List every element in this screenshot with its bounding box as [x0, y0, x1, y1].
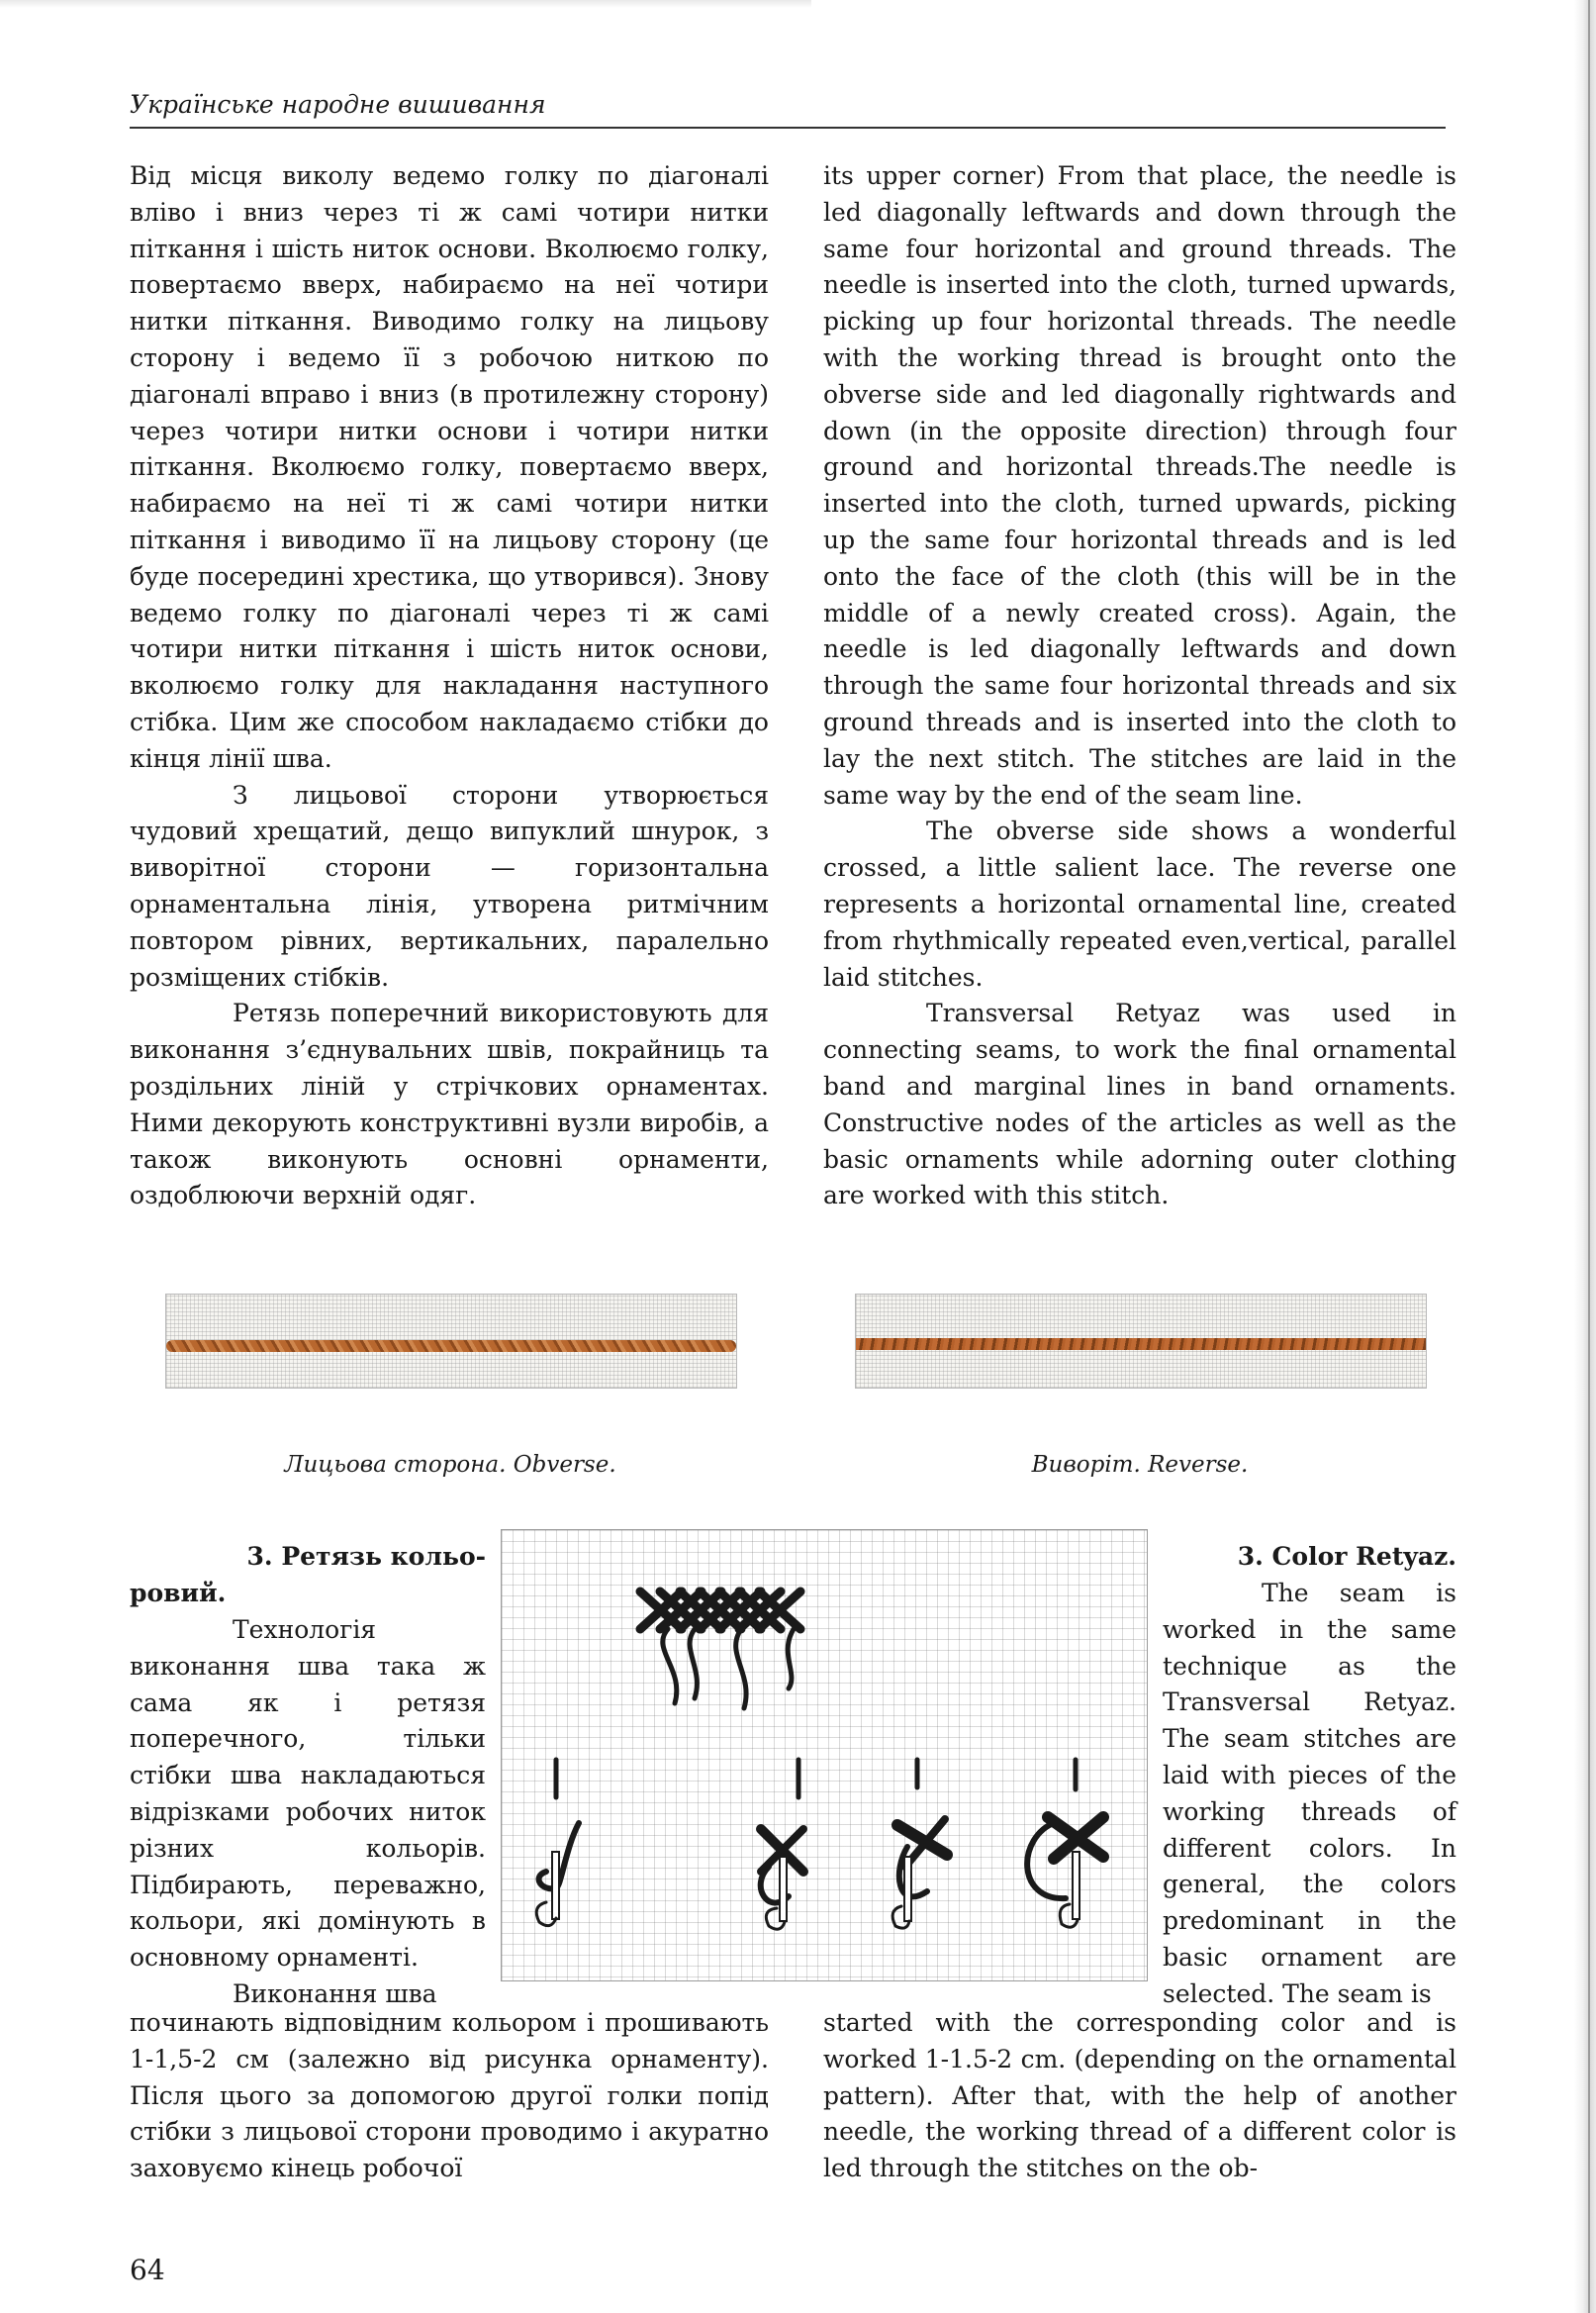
paragraph: Технологія виконання шва така ж сама як і ретязя поперечного, тільки стібки шва накладаються відрізками робочих ниток різних кольорів. Підбирають, переважно, кольори, які домінують в основному орнаменті.: [130, 1615, 486, 1973]
section-heading-ua: [130, 1539, 486, 1612]
paragraph: З лицьової сторони утворюється чудовий хрещатий, дещо випуклий шнурок, з виворітної сторони — горизонтальна орнаментальна лінія, утворена ритмічним повтором рівних, вертикальних, паралельно розміщених стібків.: [130, 780, 769, 992]
paragraph: The obverse side shows a wonderful crossed, a little salient lace. The reverse one represents a horizontal ornamental line, created from rhythmically repeated even,vertical, parallel laid stitches.: [823, 817, 1456, 992]
column-left-bottom-wide: [130, 2005, 769, 2187]
paragraph: its upper corner) From that place, the needle is led diagonally leftwards and down through the same four horizontal and ground threads. The needle is inserted into the cloth, turned upwards, picking up four horizontal threads. The needle with the working thread is brought onto the obverse side and led diagonally rightwards and down (in the opposite direction) through four ground and horizontal threads.The needle is inserted into the cloth, turned upwards, picking up the same four horizontal threads and is led onto the face of the cloth (this will be in the middle of a newly created cross). Again, the needle is led diagonally leftwards and down through the same four horizontal threads and six ground threads and is inserted into the cloth to lay the next stitch. The stitches are laid in the same way by the end of the seam line.: [823, 161, 1456, 810]
column-left-bottom-narrow: [130, 1612, 486, 2013]
thread-icon: [663, 1629, 677, 1703]
needle-icon: [536, 1760, 579, 1926]
photo-reverse-stitch: [855, 1294, 1427, 1389]
caption-obverse: Лицьова сторона. Obverse.: [284, 1452, 616, 1478]
page-edge: [1574, 0, 1596, 2313]
scan-shadow: [0, 0, 811, 8]
paragraph: Від місця виколу ведемо голку по діагоналі вліво і вниз через ті ж самі чотири нитки піткання і шість ниток основи. Вколюємо голку, повертаємо вверх, набираємо на неї чотири нитки піткання. Виводимо голку на лицьову сторону і ведемо її з робочою ниткою по діагоналі вправо і вниз (в протилежну сторону) через чотири нитки основи і чотири нитки піткання. Вколюємо голку, повертаємо вверх, набираємо на неї ті ж самі чотири нитки піткання і виводимо її на лицьову сторону (це буде посередині хрестика, що утворився). Знову ведемо голку по діагоналі через ті ж самі чотири нитки піткання і шість ниток основи, вколюємо голку для накладання наступного стібка. Цим же способом накладаємо стібки до кінця лінії шва.: [130, 161, 769, 773]
running-head: Українське народне вишивання: [130, 87, 1446, 129]
paragraph: починають відповідним кольором і прошивають 1-1,5-2 см (залежно від рисунка орнаменту). Після цього за допомогою другої голки попід стібки з лицьової сторони проводимо і акуратно заховуємо кінець робочої: [130, 2008, 769, 2183]
paragraph: Transversal Retyaz was used in connecting seams, to work the final ornamental band and marginal lines in band ornaments. Constructive nodes of the articles as well as the basic ornaments while adorning outer clothing are worked with this stitch.: [823, 999, 1456, 1210]
heading-line: 3. Ретязь кольо-: [246, 1542, 486, 1571]
paragraph: Виконання шва: [233, 1978, 437, 2008]
needle-icon: [1027, 1760, 1103, 1927]
column-left-top: [130, 158, 769, 1214]
needle-icon: [892, 1760, 947, 1928]
column-right-bottom-narrow: [1163, 1576, 1456, 2013]
stitch-cord-obverse: [166, 1340, 736, 1352]
cross-stitch-icon: [640, 1591, 800, 1708]
stitch-diagram: [501, 1529, 1148, 1981]
caption-reverse: Виворіт. Reverse.: [1031, 1452, 1249, 1478]
page-number: 64: [130, 2254, 165, 2286]
section-heading-en: 3. Color Retyaz.: [1237, 1542, 1456, 1571]
paragraph: The seam is worked in the same technique as the Transversal Retyaz. The seam stitches are laid with pieces of the working threads of different colors. In general, the colors predominant in the basic ornament are selected. The seam is: [1163, 1579, 1456, 2008]
needle-icon: [761, 1760, 803, 1929]
page-edge-line: [1588, 0, 1590, 2313]
photo-obverse-stitch: [165, 1294, 737, 1389]
column-right-bottom-wide: [823, 2005, 1456, 2187]
stitch-diagram-drawing: [502, 1530, 1147, 1980]
column-right-top: [823, 158, 1456, 1214]
heading-line: ровий.: [130, 1578, 227, 1607]
stitch-cord-reverse: [856, 1338, 1426, 1350]
paragraph: started with the corresponding color and is worked 1-1.5-2 cm. (depending on the ornamental pattern). After that, with the help of another needle, the working thread of a different color is led through the stitches on the ob-: [823, 2008, 1456, 2183]
paragraph: Ретязь поперечний використовують для виконання з’єднувальних швів, покрайниць та роздільних ліній у стрічкових орнаментах. Ними декорують конструктивні вузли виробів, а також виконують основні орнаменти, оздоблюючи верхній одяг.: [130, 999, 769, 1210]
